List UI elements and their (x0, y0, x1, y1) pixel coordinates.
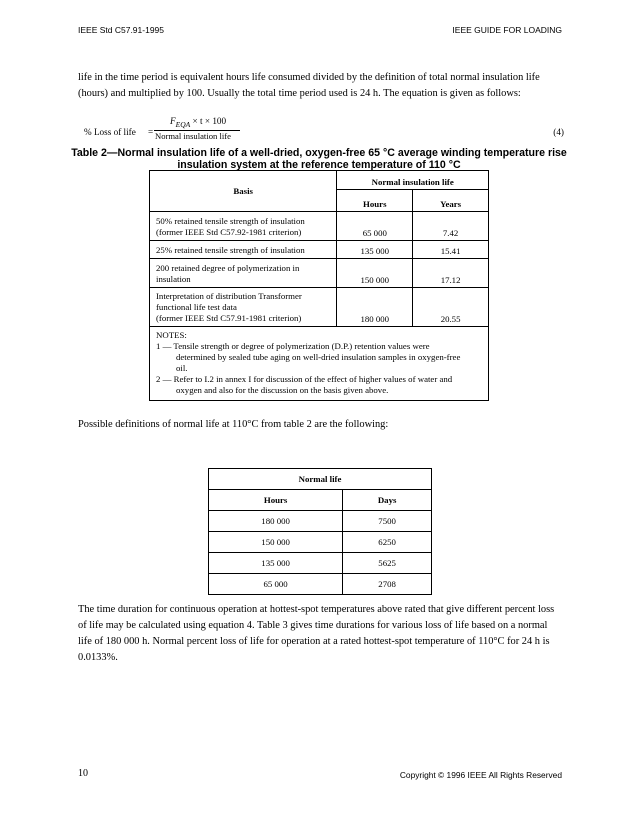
table2-basis-cell (150, 212, 337, 241)
note-2: 2 — Refer to I.2 in annex I for discussion of the effect of higher values of water and (156, 374, 453, 384)
basis-line: 50% retained tensile strength of insulation (156, 216, 305, 226)
table2-years-cell: 20.55 (413, 288, 489, 327)
note-1-continuation: oil. (176, 363, 188, 373)
table3-days-cell: 5625 (343, 553, 432, 574)
equation-subscript: EQA (175, 120, 191, 129)
table3-hours-cell: 150 000 (209, 532, 343, 553)
table-row (150, 259, 489, 288)
table3-hours-cell: 180 000 (209, 511, 343, 532)
basis-line: 200 retained degree of polymerization in (156, 263, 300, 273)
basis-line: insulation (156, 274, 191, 284)
note-1-continuation: determined by sealed tube aging on well-dried insulation samples in oxygen-free (176, 352, 461, 362)
table3-normal-life (208, 468, 432, 595)
table2-notes-row (150, 327, 489, 401)
basis-line: (former IEEE Std C57.92-1981 criterion) (156, 227, 302, 237)
table2-caption-line2: insulation system at the reference temperature of 110 °C (177, 159, 461, 171)
table-row (209, 553, 432, 574)
table2-hours-cell: 150 000 (337, 259, 413, 288)
table2-header-years: Years (413, 190, 489, 212)
intro-paragraph: life in the time period is equivalent hours life consumed divided by the definition of total normal insulation life (hours) and multiplied by 100. Usually the total time period used is 24 h. The equation is given as follows: (78, 72, 540, 99)
table2-header-hours: Hours (337, 190, 413, 212)
table3-hours-cell: 65 000 (209, 574, 343, 595)
equation-lhs: % Loss of life (84, 127, 136, 137)
note-2-continuation: oxygen and also for the discussion on the basis given above. (176, 385, 389, 395)
table3-header-days: Days (343, 490, 432, 511)
running-header-left: IEEE Std C57.91-1995 (78, 25, 165, 35)
equation-4 (84, 116, 564, 150)
table2-header-basis: Basis (150, 171, 337, 212)
table2-basis-cell (150, 288, 337, 327)
table-row (209, 511, 432, 532)
table2-basis-cell (150, 259, 337, 288)
table2 (149, 170, 489, 401)
equation-f: F (170, 116, 176, 126)
page-number: 10 (78, 768, 88, 779)
closing-paragraph: The time duration for continuous operation at hottest-spot temperatures above rated that give different percent loss of life may be calculated using equation 4. Table 3 gives time durations for various loss of life based on a normal life of 180 000 h. Normal percent loss of life for operation at a rated hottest-spot temperature of 110°C for 24 h is 0.0133%. (78, 604, 555, 663)
table2-hours-cell: 65 000 (337, 212, 413, 241)
note-1: 1 — Tensile strength or degree of polymerization (D.P.) retention values were (156, 341, 430, 351)
table2-caption-line1: Table 2—Normal insulation life of a well-dried, oxygen-free 65 °C average winding temperature rise (71, 147, 567, 159)
basis-line: functional life test data (156, 302, 237, 312)
table2-years-cell: 17.12 (413, 259, 489, 288)
table-row (150, 212, 489, 241)
table2-header-group: Normal insulation life (337, 171, 489, 190)
equation-denominator: Normal insulation life (155, 131, 231, 141)
table2-years-cell: 7.42 (413, 212, 489, 241)
equation-numerator-rest: × t × 100 (190, 116, 227, 126)
notes-title: NOTES: (156, 330, 187, 340)
basis-line: (former IEEE Std C57.91-1981 criterion) (156, 313, 302, 323)
table2-hours-cell: 180 000 (337, 288, 413, 327)
possible-definitions-text: Possible definitions of normal life at 110°C from table 2 are the following: (78, 419, 389, 430)
copyright-notice: Copyright © 1996 IEEE All Rights Reserved (399, 770, 562, 780)
table-row (209, 532, 432, 553)
table-row (150, 288, 489, 327)
table3-hours-cell: 135 000 (209, 553, 343, 574)
table-row (150, 241, 489, 259)
table-row (209, 574, 432, 595)
table2-basis-cell (150, 241, 337, 259)
basis-line: Interpretation of distribution Transformer (156, 291, 302, 301)
equation-numerator (170, 116, 227, 129)
table3-header-hours: Hours (209, 490, 343, 511)
table2-notes (150, 327, 489, 401)
table3-days-cell: 7500 (343, 511, 432, 532)
equation-number: (4) (553, 127, 564, 137)
table2-caption (70, 147, 568, 171)
table2-years-cell: 15.41 (413, 241, 489, 259)
equation-equals: = (148, 127, 154, 137)
table2-hours-cell: 135 000 (337, 241, 413, 259)
table3-days-cell: 6250 (343, 532, 432, 553)
running-header-right: IEEE GUIDE FOR LOADING (452, 25, 562, 35)
basis-line: 25% retained tensile strength of insulation (156, 245, 305, 255)
table3-days-cell: 2708 (343, 574, 432, 595)
table3-header-group: Normal life (209, 469, 432, 490)
